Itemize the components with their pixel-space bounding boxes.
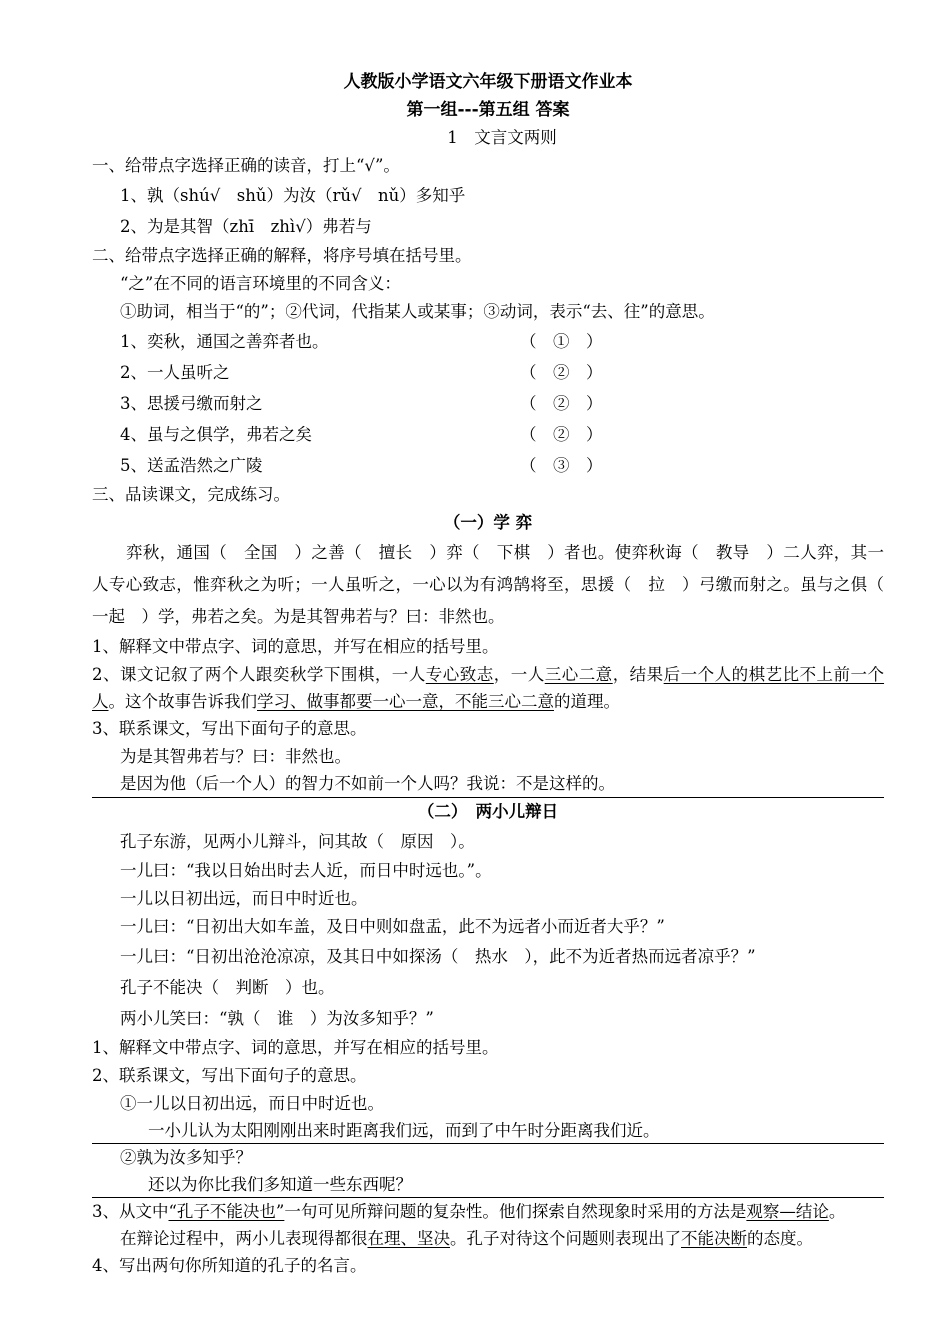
q-text: 。	[828, 1202, 846, 1221]
question-1-prompt: 一、给带点字选择正确的读音，打上“√”。	[92, 156, 400, 175]
page-subtitle: 第一组---第五组 答案	[406, 100, 570, 120]
answer-sheet	[92, 68, 901, 1280]
section-1-title: （一）学 弈	[443, 513, 533, 532]
question-2-item	[92, 326, 884, 357]
answer-blank: 三心二意	[544, 665, 613, 684]
section-2-question-2: 2、联系课文，写出下面句子的意思。	[92, 1066, 367, 1085]
answer-blank: 观察—结论	[746, 1202, 829, 1221]
question-1-item-1: 1、孰（shú√ shǔ）为汝（rǔ√ nǔ）多知乎	[120, 186, 466, 205]
section-2-answer-line-1: 一小儿认为太阳刚刚出来时距离我们远，而到了中午时分距离我们近。	[92, 1118, 884, 1144]
q-text: 2、课文记叙了两个人跟奕秋学下围棋，一人	[92, 665, 426, 684]
answer-blank: 在理、坚决	[367, 1229, 450, 1248]
section-2-title: （二） 两小儿辩日	[417, 802, 559, 821]
question-1-item-2: 2、为是其智（zhī zhì√）弗若与	[120, 217, 372, 236]
question-2-prompt: 二、给带点字选择正确的解释，将序号填在括号里。	[92, 246, 472, 265]
item-text: 5、送孟浩然之广陵	[120, 456, 263, 475]
section-1-question-3: 3、联系课文，写出下面句子的意思。	[92, 719, 367, 738]
section-2-line: 一儿曰：“日初出大如车盖，及日中则如盘盂，此不为远者小而近者大乎？”	[120, 917, 665, 936]
question-2-intro: “之”在不同的语言环境里的不同含义：	[120, 274, 401, 293]
section-1-question-1: 1、解释文中带点字、词的意思，并写在相应的括号里。	[92, 637, 499, 656]
section-2-line: 孔子东游，见两小儿辩斗，问其故（ 原因 ）。	[120, 832, 475, 851]
question-3-prompt: 三、品读课文，完成练习。	[92, 485, 290, 504]
section-2-sentence-1: ①一儿以日初出远，而日中时近也。	[120, 1094, 384, 1113]
answer-blank: 学习、做事都要一心一意，不能三心二意	[257, 692, 554, 711]
section-2-question-4: 4、写出两句你所知道的孔子的名言。	[92, 1256, 367, 1275]
section-2-line: 两小儿笑曰：“孰（ 谁 ）为汝多知乎？”	[120, 1009, 434, 1028]
answer-blank: 不能决断	[681, 1229, 747, 1248]
section-2-question-3-paragraph	[92, 1225, 884, 1252]
question-2-item	[92, 357, 884, 388]
item-answer: （ ③ ）	[520, 456, 603, 475]
question-2-definitions: ①助词，相当于“的”；②代词，代指某人或某事；③动词，表示“去、往”的意思。	[120, 302, 715, 321]
question-2-item	[92, 450, 884, 481]
answer-blank: 专心致志	[425, 665, 494, 684]
item-answer: （ ② ）	[520, 425, 603, 444]
item-text: 4、虽与之俱学，弗若之矣	[120, 425, 312, 444]
section-1-text: 弈秋，通国（ 全国 ）之善（ 擅长 ）弈（ 下棋 ）者也。使弈秋诲（ 教导 ）二人弈，其一人专心致志，惟弈秋之为听；一人虽听之，一心以为有鸿鹄将至，思援（ 拉 ）弓缴而射之。虽与之俱（ 一起 ）学，弗若之矣。为是其智弗若与？曰：非然也。	[92, 543, 901, 626]
item-text: 1、奕秋，通国之善弈者也。	[120, 332, 329, 351]
q-text: 。这个故事告诉我们	[108, 692, 257, 711]
lesson-title: 1 文言文两则	[447, 128, 557, 147]
item-answer: （ ① ）	[520, 332, 603, 351]
q-text: ，一人	[493, 665, 545, 684]
question-2-item	[92, 419, 884, 450]
q-text: ，结果	[612, 665, 664, 684]
section-2-question-3	[92, 1198, 884, 1225]
section-1-answer-line: 是因为他（后一个人）的智力不如前一个人吗？我说：不是这样的。	[92, 771, 884, 798]
item-text: 3、思援弓缴而射之	[120, 394, 263, 413]
q-text: 3、从文中	[92, 1202, 169, 1221]
answer-blank: “孔子不能决也”	[168, 1202, 285, 1221]
section-2-line: 一儿曰：“我以日始出时去人近，而日中时远也。”。	[120, 861, 492, 880]
q-text: 的态度。	[747, 1229, 813, 1248]
section-1-question-2	[92, 661, 884, 715]
section-2-line: 孔子不能决（ 判断 ）也。	[120, 978, 335, 997]
section-2-question-1: 1、解释文中带点字、词的意思，并写在相应的括号里。	[92, 1038, 499, 1057]
page-title: 人教版小学语文六年级下册语文作业本	[343, 72, 633, 92]
q-text: 。孔子对待这个问题则表现出了	[450, 1229, 681, 1248]
question-2-item	[92, 388, 884, 419]
q-text: 一句可见所辩问题的复杂性。他们探索自然现象时采用的方法是	[284, 1202, 747, 1221]
item-text: 2、一人虽听之	[120, 363, 230, 382]
item-answer: （ ② ）	[520, 363, 603, 382]
section-2-line: 一儿以日初出远，而日中时近也。	[120, 889, 368, 908]
section-2-sentence-2: ②孰为汝多知乎？	[120, 1148, 252, 1167]
section-2-line: 一儿曰：“日初出沧沧凉凉，及其日中如探汤（ 热水 ），此不为近者热而远者凉乎？”	[120, 947, 756, 966]
section-2-answer-line-2: 还以为你比我们多知道一些东西呢？	[92, 1172, 884, 1198]
item-answer: （ ② ）	[520, 394, 603, 413]
answer-blank: 后一个人的棋艺比不上前一个人	[92, 665, 885, 711]
q-text: 的道理。	[554, 692, 620, 711]
section-1-sentence: 为是其智弗若与？曰：非然也。	[120, 747, 351, 766]
q-text: 在辩论过程中，两小儿表现得都很	[120, 1229, 368, 1248]
